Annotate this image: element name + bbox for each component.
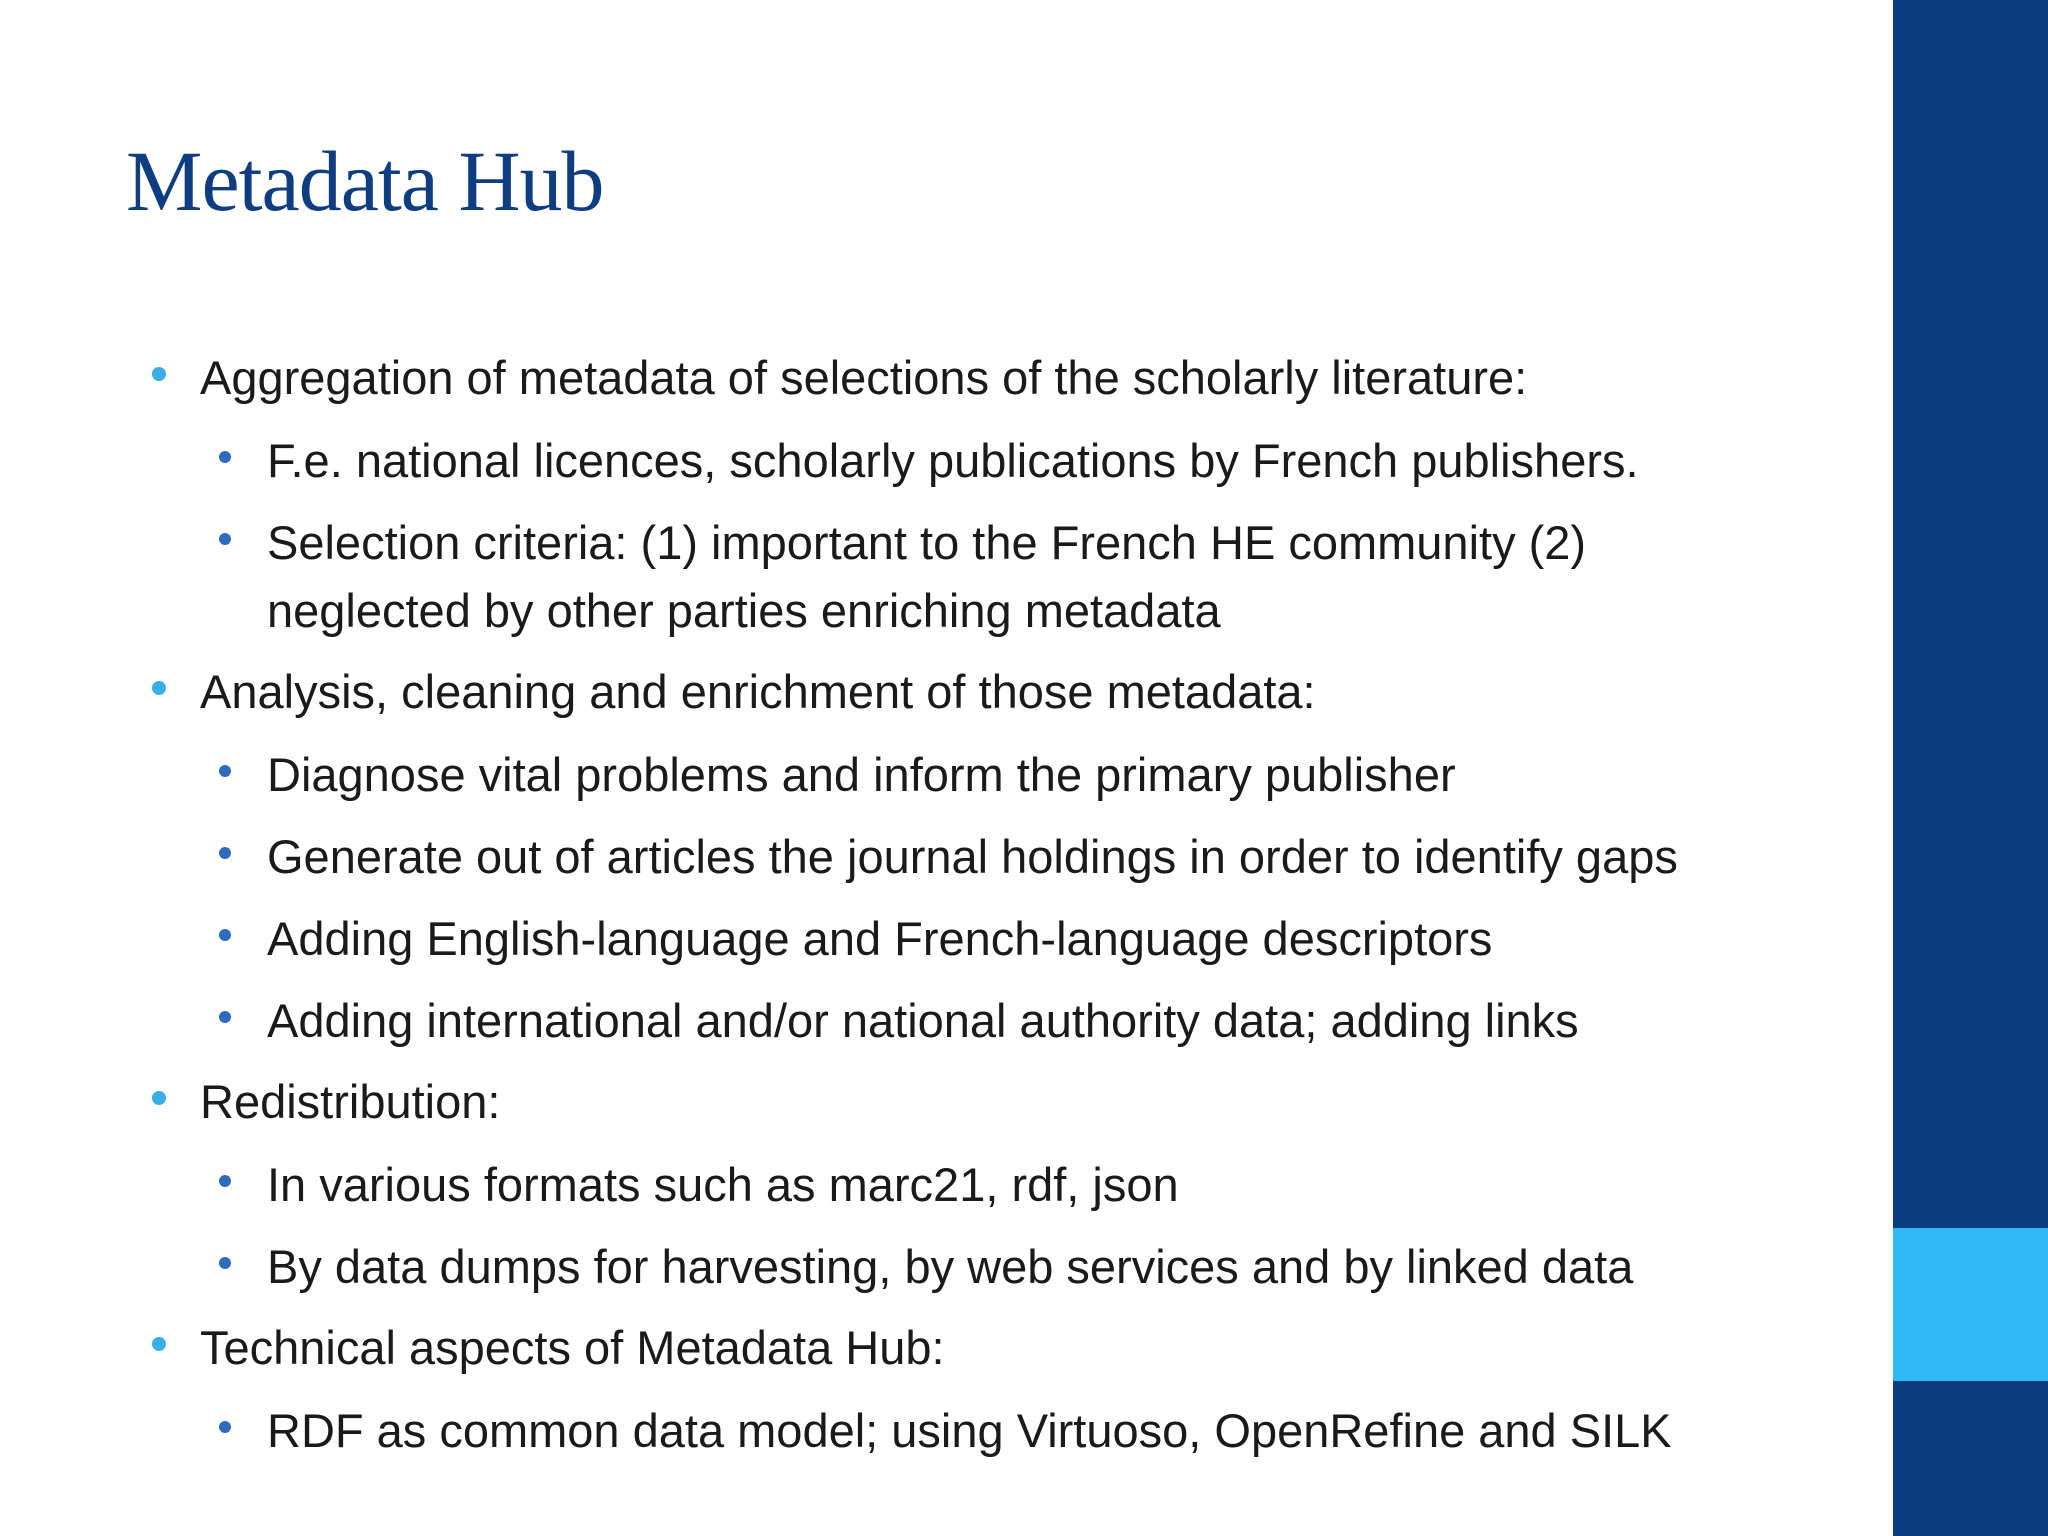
- bullet-dot-icon: [219, 847, 231, 859]
- sub-bullet-item: In various formats such as marc21, rdf, json: [267, 1158, 1179, 1211]
- bullet-dot-icon: [219, 929, 231, 941]
- sub-bullet-continuation: neglected by other parties enriching metadata: [267, 584, 1221, 637]
- bullet-dot-icon: [219, 1175, 231, 1187]
- sub-bullet-item: RDF as common data model; using Virtuoso, OpenRefine and SILK: [267, 1404, 1672, 1457]
- bullet-dot-icon: [152, 367, 166, 381]
- bullet-item: Analysis, cleaning and enrichment of those metadata:: [200, 665, 1316, 718]
- slide-title: Metadata Hub: [126, 133, 604, 229]
- bullet-dot-icon: [219, 1257, 231, 1269]
- bullet-dot-icon: [152, 1091, 166, 1105]
- sub-bullet-item: Adding international and/or national authority data; adding links: [267, 994, 1579, 1047]
- sub-bullet-item: Generate out of articles the journal holdings in order to identify gaps: [267, 830, 1678, 883]
- bullet-dot-icon: [219, 533, 231, 545]
- sub-bullet-item: By data dumps for harvesting, by web services and by linked data: [267, 1240, 1634, 1293]
- sub-bullet-item: F.e. national licences, scholarly publications by French publishers.: [267, 434, 1639, 487]
- bullet-item: Aggregation of metadata of selections of the scholarly literature:: [200, 351, 1528, 404]
- sub-bullet-item: Adding English-language and French-language descriptors: [267, 912, 1493, 965]
- sub-bullet-item: Diagnose vital problems and inform the primary publisher: [267, 748, 1456, 801]
- sub-bullet-item: Selection criteria: (1) important to the French HE community (2): [267, 516, 1587, 569]
- bullet-dot-icon: [219, 451, 231, 463]
- bullet-dot-icon: [152, 681, 166, 695]
- bullet-dot-icon: [152, 1337, 166, 1351]
- bullet-dot-icon: [219, 1421, 231, 1433]
- bullet-dot-icon: [219, 1011, 231, 1023]
- bullet-item: Redistribution:: [200, 1075, 501, 1128]
- decorative-sidebar-accent: [1893, 1228, 2048, 1381]
- bullet-item: Technical aspects of Metadata Hub:: [200, 1321, 945, 1374]
- bullet-dot-icon: [219, 765, 231, 777]
